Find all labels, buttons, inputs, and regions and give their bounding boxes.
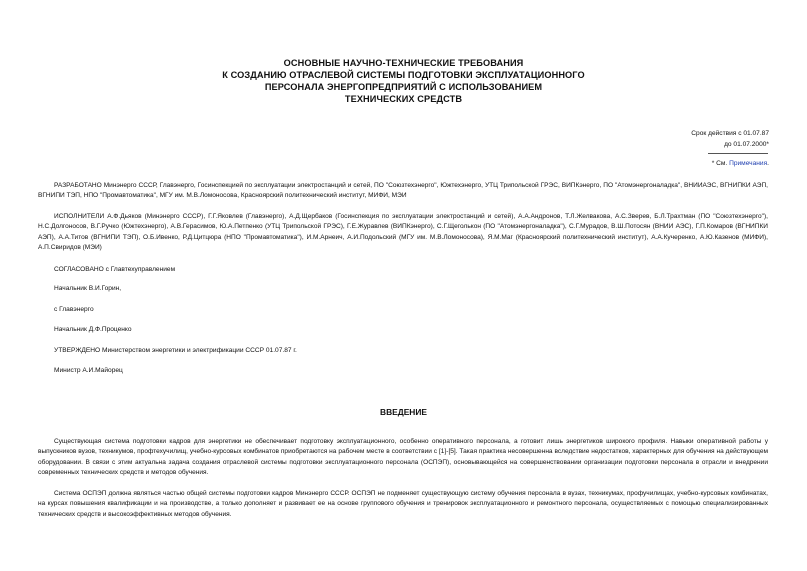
footnote-prefix: * См.: [711, 160, 730, 167]
title-line-3: ПЕРСОНАЛА ЭНЕРГОПРЕДПРИЯТИЙ С ИСПОЛЬЗОВАНИЕМ: [264, 82, 543, 92]
introduction-paragraph-2: Система ОСПЭП должна являться частью общей системы подготовки кадров Минэнерго СССР. ОСПЭП не подменяет существующую систему обучения персонала в вузах, техникумах, профучилищах, учебно-курсовых комбинатах, на курсах повышения квалификации и на производстве, а только дополняет и развивает ее на основе группового обучения и тренировок эксплуатационного и ремонтного персонала, осуществляемых с помощью специализированных технических средств и высокоэффективных методов обучения.: [38, 490, 768, 518]
footnote-divider: [708, 153, 768, 154]
validity-from: Срок действия с 01.07.87: [691, 130, 769, 137]
glavenergo-line: с Главэнерго: [54, 306, 94, 313]
title-line-4: ТЕХНИЧЕСКИХ СРЕДСТВ: [344, 94, 463, 104]
document-title: [180, 57, 627, 105]
chief-protsenko-line: Начальник Д.Ф.Проценко: [54, 326, 132, 333]
developed-by-paragraph: РАЗРАБОТАНО Минэнерго СССР, Главэнерго, Госинспекцией по эксплуатации электростанций и сетей, ПО "Союзтехэнерго", Южтехэнерго, УТЦ Трипольской ГРЭС, ВИПКэнерго, ПО "Атомэнергоналадка", ВНИИАЭС, ВГНИПКИ АЭП, ВГНИПИ ТЭП, НПО "Промавтоматика", МГУ им. М.В.Ломоносова, Красноярский политехнический институт, МИФИ, МЭИ: [38, 182, 768, 200]
footnote-suffix: .: [767, 160, 769, 167]
minister-line: Министр А.И.Майорец: [54, 367, 123, 374]
title-line-1: ОСНОВНЫЕ НАУЧНО-ТЕХНИЧЕСКИЕ ТРЕБОВАНИЯ: [283, 58, 524, 68]
introduction-paragraph-1: Существующая система подготовки кадров для энергетики не обеспечивает подготовку эксплуатационного, особенно оперативного персонала, а готовит лишь энергетиков широкого профиля. Навыки оперативной работы у выпускников вузов, техникумов, профтехучилищ, учебно-курсовых комбинатов приобретаются на рабочем месте в соответствии с [1]-[5]. Такая практика несовершенна вследствие недостатков, характерных для обучения на действующем оборудовании. В связи с этим актуальна задача создания отраслевой системы подготовки эксплуатационного персонала (ОСПЭП), основывающейся на совершенствовании организации подготовки персонала в отрасли и внедрении современных технических средств и методов обучения.: [38, 438, 768, 477]
chief-gorin-line: Начальник В.И.Горин,: [54, 285, 122, 292]
footnote: [712, 159, 769, 169]
executors-paragraph: ИСПОЛНИТЕЛИ А.Ф.Дьяков (Минэнерго СССР), Г.Г.Яковлев (Главэнерго), А.Д.Щербаков (Госинспекция по эксплуатации электростанций и сетей), А.А.Андронов, Т.Л.Желвакова, А.С.Зверев, Б.Л.Трахтман (ПО "Союзтехэнерго"), Н.С.Долгоносов, В.Г.Ручко (Южтехэнерго), А.В.Герасимов, Ю.А.Петпенко (УТЦ Трипольской ГРЭС), Г.Е.Журавлев (ВИПКэнерго), С.Г.Щеголькон (ПО "Атомэнергоналадка"), С.Г.Мурадов, В.Ш.Потосян (ВНИИ АЭС), Г.П.Комаров (ВГНИПКИ АЭП), А.А.Титов (ВГНИПИ ТЭП), О.Б.Ивенко, Р.Д.Цитцюра (НПО "Промавтоматика"), И.М.Арнеич, А.И.Подольский (МГУ им. М.В.Ломоносова), Я.М.Маг (Красноярский политехнический институт), А.А.Кучеренко, А.Ю.Казенов (МИФИ), А.П.Свиридов (МЭИ): [38, 213, 768, 252]
validity-period: [691, 129, 769, 150]
agreed-line: СОГЛАСОВАНО с Главтехуправлением: [54, 266, 176, 273]
validity-to: до 01.07.2000*: [724, 140, 769, 148]
introduction-heading: ВВЕДЕНИЕ: [380, 407, 427, 417]
title-line-2: К СОЗДАНИЮ ОТРАСЛЕВОЙ СИСТЕМЫ ПОДГОТОВКИ ЭКСПЛУАТАЦИОННОГО: [222, 70, 585, 80]
notes-link[interactable]: Примечания: [729, 160, 768, 167]
approved-line: УТВЕРЖДЕНО Министерством энергетики и электрификации СССР 01.07.87 г.: [54, 347, 297, 354]
